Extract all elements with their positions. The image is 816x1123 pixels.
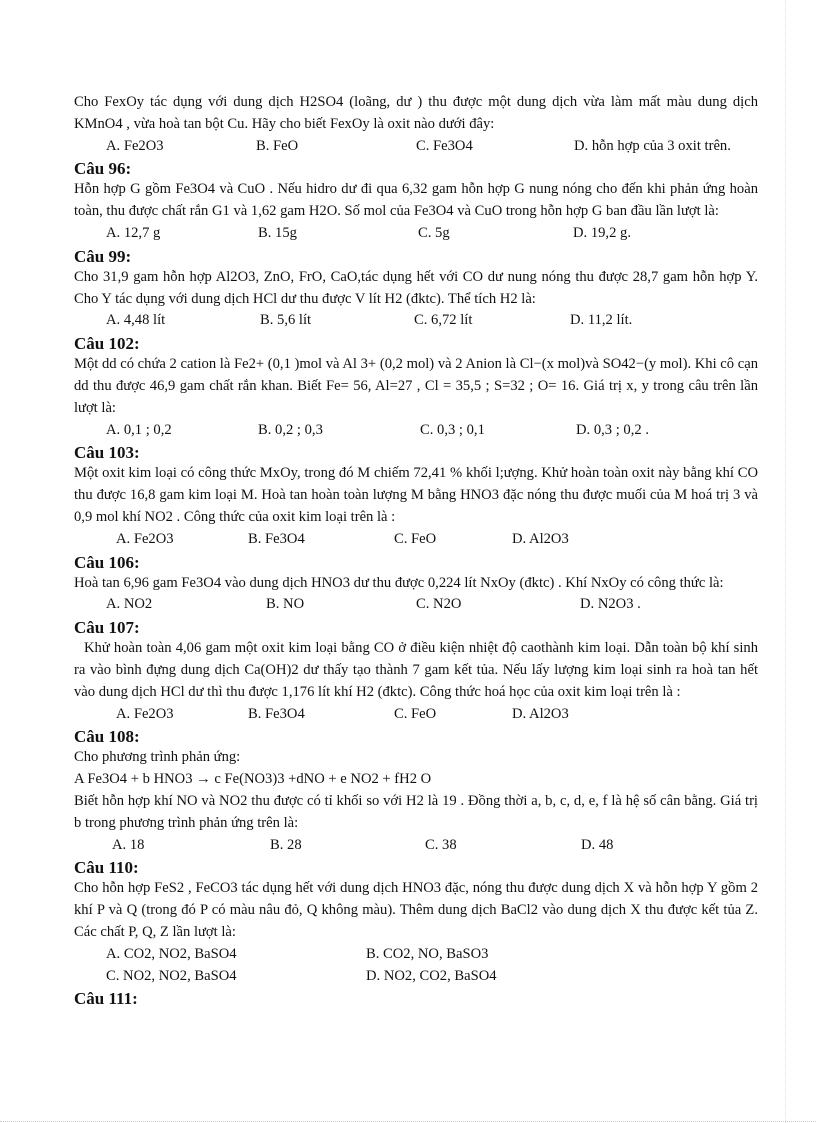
option-b: B. NO <box>266 596 305 613</box>
option-c: C. 0,3 ; 0,1 <box>420 421 485 438</box>
option-a: A. 0,1 ; 0,2 <box>106 421 172 438</box>
option-c: C. FeO <box>394 530 437 547</box>
reaction-equation: A Fe3O4 + b HNO3 → c Fe(NO3)3 +dNO + e NO2 + fH2 O <box>74 771 432 788</box>
question-title: Câu 96: <box>74 159 132 179</box>
option-b: B. 28 <box>270 836 302 853</box>
option-b: B. Fe3O4 <box>248 705 305 722</box>
question-text: Một dd có chứa 2 cation là Fe2+ (0,1 )mol và Al 3+ (0,2 mol) và 2 Anion là Cl−(x mol)và SO42−(y mol). Khi cô cạn dd thu được 46,9 gam chất rắn khan. Biết Fe= 56, Al=27 , Cl = 35,5 ; S=32 ; O= 16. Giá trị x, y trong câu trên lần lượt là: <box>74 356 758 416</box>
question-title: Câu 102: <box>74 334 140 354</box>
option-d: D. 11,2 lít. <box>570 312 633 329</box>
question-title: Câu 106: <box>74 552 140 572</box>
option-b: B. FeO <box>256 137 299 154</box>
option-c: C. N2O <box>416 596 462 613</box>
question-title: Câu 107: <box>74 618 140 638</box>
option-c: C. FeO <box>394 705 437 722</box>
option-a: A. 18 <box>112 836 145 853</box>
option-d: D. 19,2 g. <box>573 224 631 241</box>
option-c: C. 38 <box>425 836 457 853</box>
option-b: B. 5,6 lít <box>260 312 312 329</box>
question-options <box>106 420 758 442</box>
option-d: D. 48 <box>581 836 614 853</box>
question-options <box>106 223 758 245</box>
option-d: D. NO2, CO2, BaSO4 <box>366 967 497 984</box>
option-b: B. Fe3O4 <box>248 530 305 547</box>
option-a: A. CO2, NO2, BaSO4 <box>106 945 237 962</box>
option-d: D. 0,3 ; 0,2 . <box>576 421 649 438</box>
question-title: Câu 103: <box>74 443 140 463</box>
option-d: D. N2O3 . <box>580 596 641 613</box>
question-text: Khử hoàn toàn 4,06 gam một oxit kim loại bằng CO ở điều kiện nhiệt độ caothành kim loại. Dẫn toàn bộ khí sinh ra vào bình đựng dung dịch Ca(OH)2 dư thấy tạo thành 7 gam kết tủa. Nếu lấy lượng kim loại sinh ra hoà tan hết vào dung dịch HCl dư thì thu được 1,176 lít khí H2 (đktc). Công thức hoá học của oxit kim loại trên là : <box>74 640 758 700</box>
question-options <box>112 835 758 857</box>
question-text: Một oxit kim loại có công thức MxOy, trong đó M chiếm 72,41 % khối l;ượng. Khử hoàn toàn oxit này bằng khí CO thu được 16,8 gam kim loại M. Hoà tan hoàn toàn lượng M bằng HNO3 đặc nóng thu được muối của M hoá trị 3 và 0,9 mol khí NO2 . Công thức của oxit kim loại trên là : <box>74 465 758 525</box>
page-bottom-border <box>0 1121 816 1122</box>
question-text: Cho 31,9 gam hỗn hợp Al2O3, ZnO, FrO, CaO,tác dụng hết với CO dư nung nóng thu được 28,7 gam hỗn hợp Y. Cho Y tác dụng với dung dịch HCl dư thu được V lít H2 (đktc). Thể tích H2 là: <box>74 268 758 307</box>
question-options <box>106 944 758 988</box>
option-b: B. CO2, NO, BaSO3 <box>366 945 489 962</box>
option-a: A. Fe2O3 <box>116 705 174 722</box>
option-c: C. 5g <box>418 224 450 241</box>
option-c: C. NO2, NO2, BaSO4 <box>106 967 237 984</box>
option-a: A. Fe2O3 <box>116 530 174 547</box>
question-text: Hoà tan 6,96 gam Fe3O4 vào dung dịch HNO3 dư thu được 0,224 lít NxOy (đktc) . Khí NxOy có công thức là: <box>74 574 724 591</box>
option-a: A. NO2 <box>106 596 153 613</box>
question-options <box>116 704 758 726</box>
option-a: A. Fe2O3 <box>106 137 164 154</box>
option-d: D. hỗn hợp của 3 oxit trên. <box>574 137 731 154</box>
question-title: Câu 108: <box>74 727 140 747</box>
question-text: Hỗn hợp G gồm Fe3O4 và CuO . Nếu hidro dư đi qua 6,32 gam hỗn hợp G nung nóng cho đến khi phản ứng hoàn toàn, thu được chất rắn G1 và 1,62 gam H2O. Số mol của Fe3O4 và CuO trong hỗn hợp G ban đầu lần lượt là: <box>74 181 758 220</box>
page-right-border <box>785 0 786 1123</box>
question-title: Câu 110: <box>74 858 139 878</box>
question-title: Câu 111: <box>74 989 138 1009</box>
option-c: C. Fe3O4 <box>416 137 473 154</box>
option-a: A. 12,7 g <box>106 224 161 241</box>
option-c: C. 6,72 lít <box>414 312 473 329</box>
option-d: D. Al2O3 <box>512 530 569 547</box>
question-title: Câu 99: <box>74 246 132 266</box>
question-text-continued: Biết hỗn hợp khí NO và NO2 thu được có tỉ khối so với H2 là 19 . Đồng thời a, b, c, d, e, f là hệ số cân bằng. Giá trị b trong phương trình phản ứng trên là: <box>74 792 758 831</box>
document-page <box>74 92 758 1009</box>
question-text: Cho hỗn hợp FeS2 , FeCO3 tác dụng hết với dung dịch HNO3 đặc, nóng thu được dung dịch X và hỗn hợp Y gồm 2 khí P và Q (trong đó P có màu nâu đỏ, Q không màu). Thêm dung dịch BaCl2 vào dung dịch X thu được kết tủa Z. Các chất P, Q, Z lần lượt là: <box>74 880 758 940</box>
intro-question-text: Cho FexOy tác dụng với dung dịch H2SO4 (loãng, dư ) thu được một dung dịch vừa làm mất màu dung dịch KMnO4 , vừa hoà tan bột Cu. Hãy cho biết FexOy là oxit nào dưới đây: <box>74 94 758 132</box>
option-d: D. Al2O3 <box>512 705 569 722</box>
intro-options <box>106 136 758 158</box>
question-options <box>106 310 758 332</box>
option-b: B. 15g <box>258 224 297 241</box>
question-options <box>116 529 758 551</box>
option-a: A. 4,48 lít <box>106 312 166 329</box>
option-b: B. 0,2 ; 0,3 <box>258 421 323 438</box>
question-options <box>106 594 758 616</box>
question-text: Cho phương trình phản ứng: <box>74 749 241 766</box>
